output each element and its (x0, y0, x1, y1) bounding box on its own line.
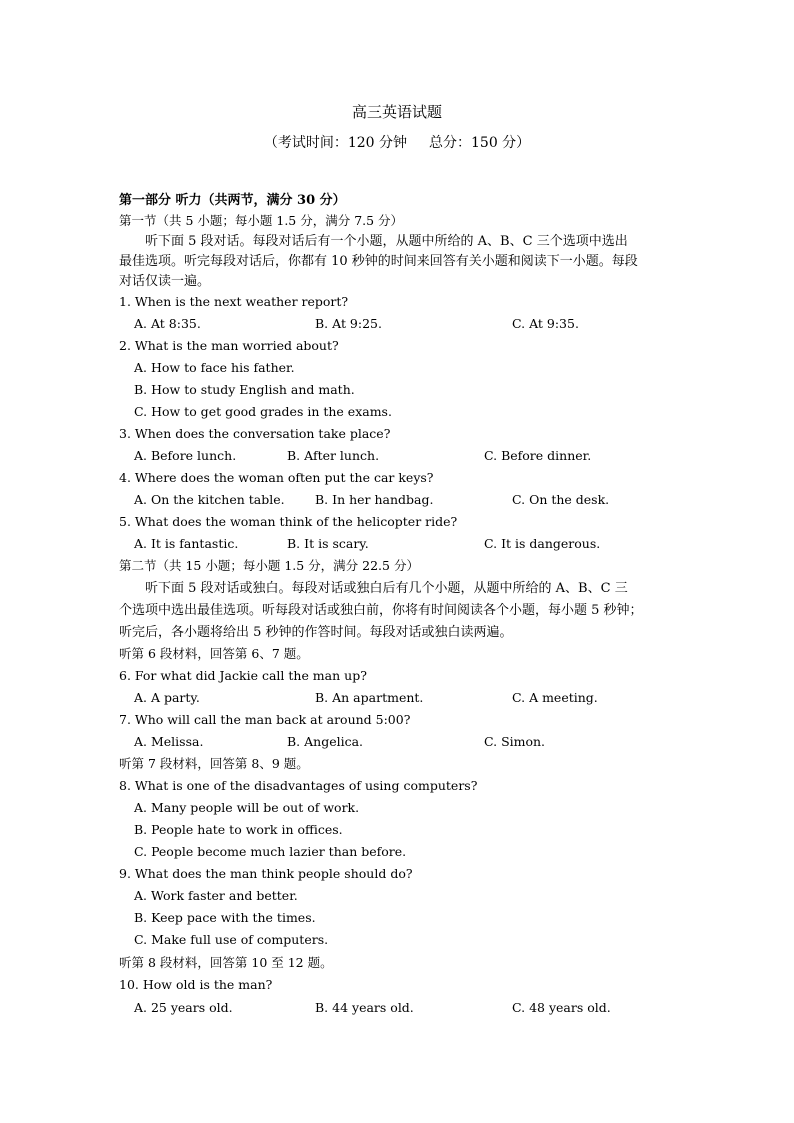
q6-option-c: C. A meeting. (512, 690, 598, 705)
q7-option-b: B. Angelica. (287, 734, 364, 749)
q6-option-b: B. An apartment. (315, 690, 424, 705)
q7-option-c: C. Simon. (484, 734, 546, 749)
instruction-line: 听下面 5 段对话。每段对话后有一个小题，从题中所给的 A、B、C 三个选项中选出 (145, 234, 628, 249)
material-instruction: 听第 8 段材料，回答第 10 至 12 题。 (119, 955, 333, 970)
question-2: 2. What is the man worried about? (119, 338, 339, 353)
q5-option-b: B. It is scary. (287, 536, 369, 551)
q1-option-c: C. At 9:35. (512, 316, 579, 331)
q7-option-a: A. Melissa. (134, 734, 204, 749)
q5-option-a: A. It is fantastic. (134, 536, 239, 551)
exam-time-info: （考试时间：120 分钟 (263, 135, 407, 151)
q8-option-a: A. Many people will be out of work. (134, 800, 360, 815)
part1-heading: 第一部分 听力（共两节，满分 30 分） (119, 193, 346, 208)
question-4: 4. Where does the woman often put the car keys? (119, 470, 434, 485)
q9-option-a: A. Work faster and better. (134, 888, 298, 903)
question-3: 3. When does the conversation take place? (119, 426, 391, 441)
question-10: 10. How old is the man? (119, 977, 273, 992)
q2-option-a: A. How to face his father. (134, 360, 295, 375)
section1-heading: 第一节（共 5 小题；每小题 1.5 分，满分 7.5 分） (119, 213, 404, 228)
question-5: 5. What does the woman think of the helicopter ride? (119, 514, 458, 529)
q4-option-b: B. In her handbag. (315, 492, 434, 507)
instruction-line: 听完后，各小题将给出 5 秒钟的作答时间。每段对话或独白读两遍。 (119, 625, 513, 640)
q9-option-b: B. Keep pace with the times. (134, 910, 316, 925)
q3-option-c: C. Before dinner. (484, 448, 592, 463)
instruction-line: 听下面 5 段对话或独白。每段对话或独白后有几个小题，从题中所给的 A、B、C 三 (145, 581, 628, 596)
q3-option-a: A. Before lunch. (134, 448, 237, 463)
q10-option-a: A. 25 years old. (134, 1000, 233, 1015)
question-6: 6. For what did Jackie call the man up? (119, 668, 367, 683)
q6-option-a: A. A party. (134, 690, 200, 705)
q8-option-b: B. People hate to work in offices. (134, 822, 343, 837)
q1-option-a: A. At 8:35. (134, 316, 201, 331)
q10-option-b: B. 44 years old. (315, 1000, 414, 1015)
exam-score-info: 总分：150 分） (429, 135, 531, 151)
q8-option-c: C. People become much lazier than before. (134, 844, 407, 859)
q10-option-c: C. 48 years old. (512, 1000, 611, 1015)
q2-option-c: C. How to get good grades in the exams. (134, 404, 392, 419)
q2-option-b: B. How to study English and math. (134, 382, 355, 397)
section2-heading: 第二节（共 15 小题；每小题 1.5 分，满分 22.5 分） (119, 558, 419, 573)
question-8: 8. What is one of the disadvantages of using computers? (119, 778, 478, 793)
instruction-line: 对话仅读一遍。 (119, 274, 211, 289)
material-instruction: 听第 7 段材料，回答第 8、9 题。 (119, 756, 309, 771)
q4-option-c: C. On the desk. (512, 492, 610, 507)
q9-option-c: C. Make full use of computers. (134, 932, 329, 947)
instruction-line: 最佳选项。听完每段对话后，你都有 10 秒钟的时间来回答有关小题和阅读下一小题。每段 (119, 254, 638, 269)
q5-option-c: C. It is dangerous. (484, 536, 601, 551)
question-7: 7. Who will call the man back at around 5:00? (119, 712, 411, 727)
q1-option-b: B. At 9:25. (315, 316, 382, 331)
instruction-line: 个选项中选出最佳选项。听每段对话或独白前，你将有时间阅读各个小题，每小题 5 秒钟； (119, 603, 643, 618)
q3-option-b: B. After lunch. (287, 448, 380, 463)
section2-instructions (119, 578, 675, 644)
question-9: 9. What does the man think people should do? (119, 866, 413, 881)
exam-title: 高三英语试题 (351, 103, 442, 121)
question-1: 1. When is the next weather report? (119, 294, 349, 309)
material-instruction: 听第 6 段材料，回答第 6、7 题。 (119, 646, 309, 661)
exam-subtitle (0, 133, 794, 153)
section1-instructions (119, 232, 675, 292)
q4-option-a: A. On the kitchen table. (134, 492, 285, 507)
